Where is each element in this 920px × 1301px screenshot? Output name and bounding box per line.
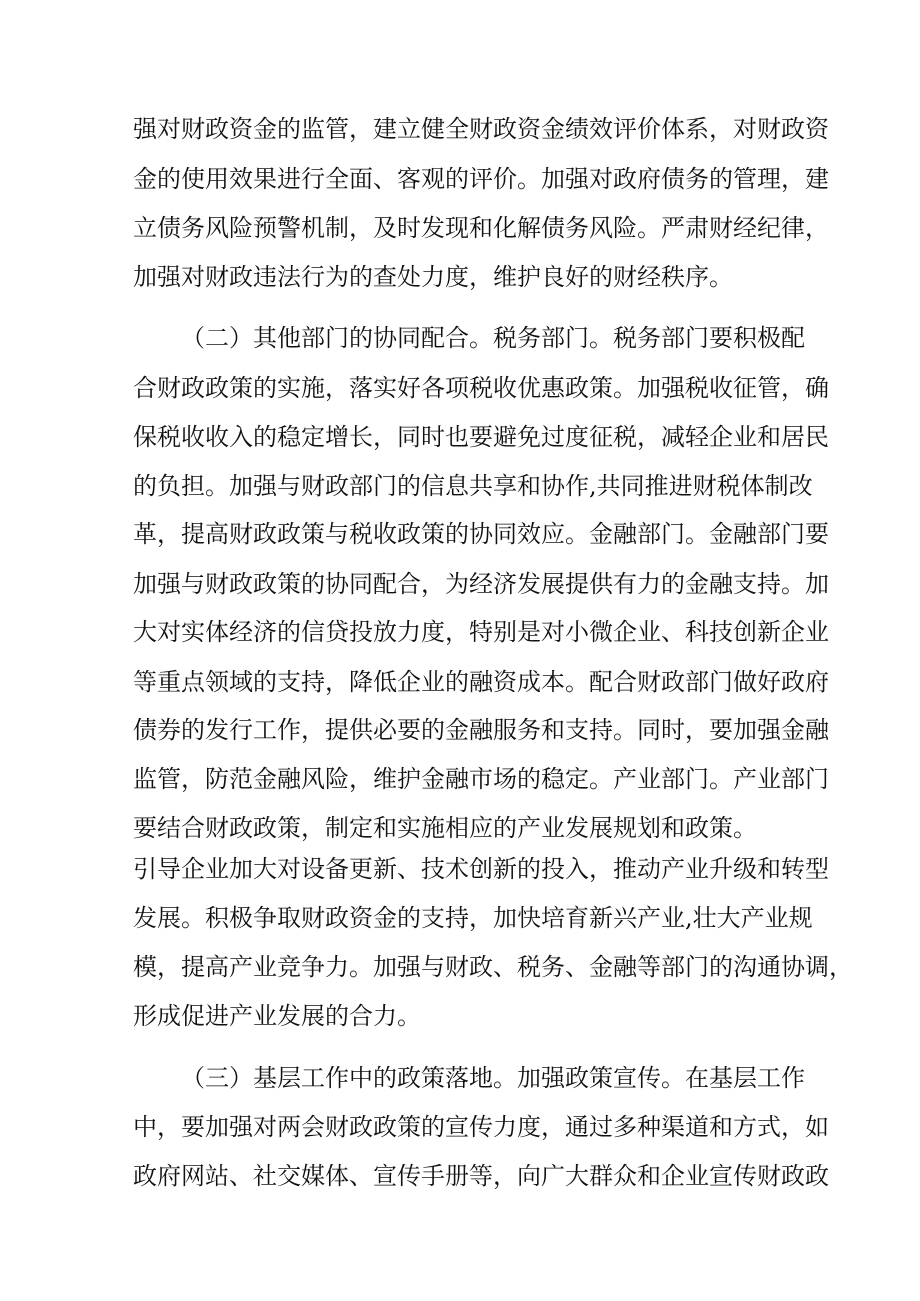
text-line: 模，提高产业竞争力。加强与财政、税务、金融等部门的沟通协调，	[133, 953, 853, 981]
text-line: 加强与财政政策的协同配合，为经济发展提供有力的金融支持。加	[133, 570, 829, 598]
text-line: 发展。积极争取财政资金的支持，加快培育新兴产业,壮大产业规	[133, 904, 813, 932]
text-line: 保税收收入的稳定增长，同时也要避免过度征税，减轻企业和居民	[133, 423, 829, 451]
text-line: 加强对财政违法行为的查处力度，维护良好的财经秩序。	[133, 263, 733, 291]
text-line: 强对财政资金的监管，建立健全财政资金绩效评价体系，对财政资	[133, 115, 829, 143]
text-line: 监管，防范金融风险，维护金融市场的稳定。产业部门。产业部门	[133, 765, 829, 793]
text-line: 大对实体经济的信贷投放力度，特别是对小微企业、科技创新企业	[133, 618, 829, 646]
text-line: 中，要加强对两会财政政策的宣传力度，通过多种渠道和方式，如	[133, 1113, 829, 1141]
section-heading-line: （三）基层工作中的政策落地。加强政策宣传。在基层工作	[181, 1064, 805, 1092]
text-line: 引导企业加大对设备更新、技术创新的投入，推动产业升级和转型	[133, 855, 829, 883]
text-line: 立债务风险预警机制，及时发现和化解债务风险。严肃财经纪律，	[133, 214, 829, 242]
text-line: 债券的发行工作，提供必要的金融服务和支持。同时，要加强金融	[133, 716, 829, 744]
text-line: 的负担。加强与财政部门的信息共享和协作,共同推进财税体制改	[133, 472, 813, 500]
section-heading-line: （二）其他部门的协同配合。税务部门。税务部门要积极配	[181, 324, 805, 352]
text-line: 形成促进产业发展的合力。	[133, 1002, 421, 1030]
text-line: 等重点领域的支持，降低企业的融资成本。配合财政部门做好政府	[133, 668, 829, 696]
text-line: 革，提高财政政策与税收政策的协同效应。金融部门。金融部门要	[133, 520, 829, 548]
text-line: 政府网站、社交媒体、宣传手册等，向广大群众和企业宣传财政政	[133, 1162, 829, 1190]
text-line: 合财政政策的实施，落实好各项税收优惠政策。加强税收征管，确	[133, 374, 829, 402]
text-line: 金的使用效果进行全面、客观的评价。加强对政府债务的管理，建	[133, 165, 829, 193]
text-line: 要结合财政政策，制定和实施相应的产业发展规划和政策。	[133, 814, 757, 842]
